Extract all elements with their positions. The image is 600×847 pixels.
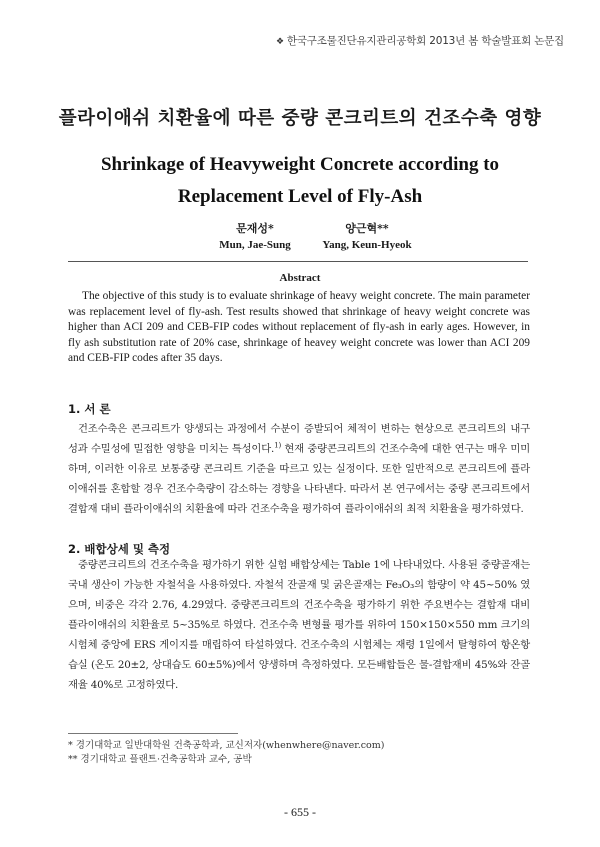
footnote-1: * 경기대학교 일반대학원 건축공학과, 교신저자(whenwhere@naver.com): [68, 740, 385, 751]
author-1: [190, 220, 320, 254]
korean-title: 플라이애쉬 치환율에 따른 중량 콘크리트의 건조수축 영향: [58, 108, 542, 129]
english-title-line-2: Replacement Level of Fly-Ash: [177, 186, 423, 207]
section-1-heading: 1. 서 론: [68, 402, 111, 416]
footnote-divider: [68, 733, 238, 734]
diamond-bullet-icon: ❖: [276, 37, 284, 47]
header-text: 한국구조물진단유지관리공학회 2013년 봄 학술발표회 논문집: [286, 35, 564, 47]
english-title-line-1: Shrinkage of Heavyweight Concrete according to: [100, 154, 500, 175]
abstract-heading: Abstract: [279, 272, 321, 284]
english-title: [60, 149, 540, 213]
citation-marker: 1): [274, 441, 282, 450]
section-1-text-b: 현재 중량콘크리트의 건조수축에 대한 연구는 매우 미미하며, 이러한 이유로 보통중량 콘크리트 기준을 따르고 있는 실정이다. 또한 일반적으로 콘크리트에 플라이애쉬를 혼합할 경우 건조수축량이 감소하는 경향을 나타낸다. 따라서 본 연구에서는 중량 콘크리트에서 결합재 대비 플라이애쉬의 치환율에 따라 건조수축을 평가하여 플라이애쉬의 최적 치환율을 평가하였다.: [68, 443, 530, 515]
page-number: - 655 -: [284, 805, 316, 819]
section-1-text-a: 건조수축은 콘크리트가 양생되는 과정에서 수분이 증발되어 체적이 변하는 현상으로 콘크리트의 내구성과 수밀성에 밀접한 영향을 미치는 특성이다.: [68, 423, 530, 455]
section-2-heading: 2. 배합상세 및 측정: [68, 542, 171, 556]
abstract-text: The objective of this study is to evaluate shrinkage of heavy weight concrete. The main parameter was replacement level of fly-ash. Test results showed that shrinkage of heavy weight concrete was higher than ACI 209 and CEB-FIP codes without replacement of fly-ash in early ages. However, in fly ash substitution rate of 20% case, shrinkage of heavey weight concrete was lower than ACI 209 and CEB-FIP codes after 35 days.: [68, 290, 530, 365]
running-header: [276, 33, 564, 48]
author-2: [302, 220, 432, 254]
author-2-korean-name: 양근혁**: [345, 222, 389, 235]
author-2-english-name: Yang, Keun-Hyeok: [322, 239, 412, 251]
horizontal-divider: [68, 261, 528, 262]
section-2-body: 중량콘크리트의 건조수축을 평가하기 위한 실험 배합상세는 Table 1에 나타내었다. 사용된 중량골재는 국내 생산이 가능한 자철석을 사용하였다. 자철석 잔골재 및 굵은골재는 Fe₃O₃의 함량이 약 45~50% 였으며, 비중은 각각 2.76, 4.29였다. 중량콘크리트의 건조수축을 평가하기 위한 주요변수는 결합재 대비 플라이애쉬의 치환율로 5~35%로 하였다. 건조수축 변형률 평가를 위하여 150×150×550 mm 크기의 시험체 중앙에 ERS 게이지를 매립하여 타설하였다. 건조수축의 시험체는 재령 1일에서 탈형하여 항온항습실 (온도 20±2, 상대습도 60±5%)에서 양생하며 측정하였다. 모든배합들은 물-결합재비 45%와 잔골재율 40%로 고정하였다.: [68, 559, 530, 691]
author-block: [0, 220, 600, 260]
author-1-korean-name: 문재성*: [236, 222, 274, 235]
footnote-2: ** 경기대학교 플랜트·건축공학과 교수, 공박: [68, 754, 252, 765]
section-1-body: [68, 419, 530, 519]
author-1-english-name: Mun, Jae-Sung: [219, 239, 291, 251]
